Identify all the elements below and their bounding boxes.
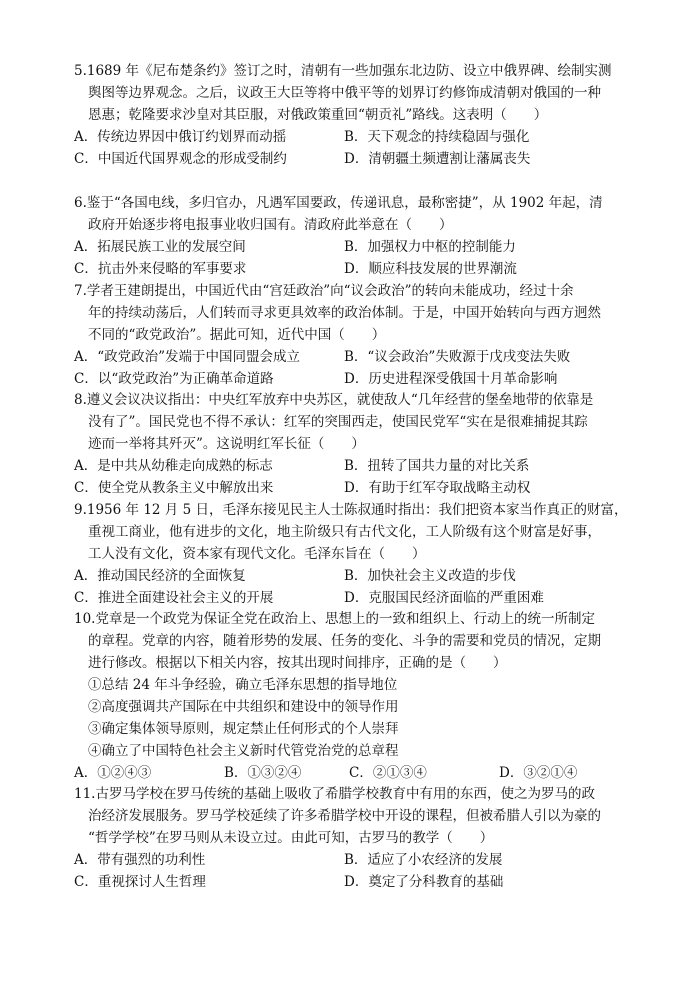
option-a[interactable]: A．传统边界因中俄订约划界而动摇 [74,129,287,145]
option-a[interactable]: A．“政党政治”发端于中国同盟会成立 [74,349,301,365]
question-7 [74,280,650,390]
stem-line: 5.1689 年《尼布楚条约》签订之时，清朝有一些加强东北边防、设立中俄界碑、绘制实测 [74,63,612,79]
question-10 [74,608,650,784]
stem-line: 6.鉴于“各国电线，多归官办，凡遇军国要政，传递讯息，最称密捷”，从 1902 年起，清 [74,195,603,211]
stem-line: 9.1956 年 12 月 5 日，毛泽东接见民主人士陈叔通时指出：我们把资本家当作真正的财富， [74,502,628,518]
stem-line: 11.古罗马学校在罗马传统的基础上吸收了希腊学校教育中有用的东西，使之为罗马的政 [74,786,595,802]
stem-line: 政府开始逐步将电报事业收归国有。清政府此举意在（ ） [88,217,453,233]
question-9 [74,499,650,609]
option-b[interactable]: B．天下观念的持续稳固与强化 [344,129,530,145]
option-d[interactable]: D．③②①④ [499,765,578,781]
question-stem [74,389,650,455]
options [74,126,650,170]
stem-line: “哲学学校”在罗马则从未设立过。由此可知，古罗马的教学（ ） [88,830,494,846]
option-a[interactable]: A．推动国民经济的全面恢复 [74,568,246,584]
option-d[interactable]: D．奠定了分科教育的基础 [344,874,504,890]
option-d[interactable]: D．有助于红军夺取战略主动权 [344,480,531,496]
option-b[interactable]: B．①③②④ [224,765,302,781]
option-c[interactable]: C．推进全面建设社会主义的开展 [74,590,274,606]
option-d[interactable]: D．克服国民经济面临的严重困难 [344,590,544,606]
options [74,565,650,609]
question-stem [74,783,650,849]
stem-line: 7.学者王建朗提出，中国近代由“宫廷政治”向“议会政治”的转向未能成功，经过十余 [74,283,574,299]
stem-line: 进行修改。根据以下相关内容，按其出现时间排序，正确的是（ ） [88,655,507,671]
option-b[interactable]: B．加快社会主义改造的步伐 [344,568,516,584]
stem-line: 重视工商业，他有进步的文化，地主阶级只有古代文化，工人阶级有这个财富是好事， [88,524,601,540]
stem-line: 没有了”。国民党也不得不承认：红军的突围西走，使国民党军“实在是很难捕捉其踪 [88,414,588,430]
option-b[interactable]: B．适应了小农经济的发展 [344,852,503,868]
option-a[interactable]: A．拓展民族工业的发展空间 [74,239,246,255]
option-c[interactable]: C．以“政党政治”为正确革命道路 [74,371,274,387]
question-11 [74,783,650,893]
stem-line: 舆图等边界观念。之后，议政王大臣等将中俄平等的划界订约修饰成清朝对俄国的一种 [88,85,601,101]
statement-item: ②高度强调共产国际在中共组织和建设中的领导作用 [88,699,399,715]
option-a[interactable]: A．带有强烈的功利性 [74,852,206,868]
stem-line: 工人没有文化，资本家有现代文化。毛泽东旨在（ ） [88,546,426,562]
option-a[interactable]: A．是中共从幼稚走向成熟的标志 [74,458,273,474]
question-8 [74,389,650,499]
stem-line: 年的持续动荡后，人们转而寻求更具效率的政治体制。于是，中国开始转向与西方迥然 [88,305,601,321]
option-c[interactable]: C．②①③④ [349,765,427,781]
stem-line: 10.党章是一个政党为保证全党在政治上、思想上的一致和组织上、行动上的统一所制定 [74,611,595,627]
option-d[interactable]: D．顺应科技发展的世界潮流 [344,261,517,277]
question-5 [74,60,650,170]
option-b[interactable]: B．“议会政治”失败源于戊戌变法失败 [344,349,571,365]
stem-line: 治经济发展服务。罗马学校延续了许多希腊学校中开设的课程，但被希腊人引以为豪的 [88,808,601,824]
option-c[interactable]: C．中国近代国界观念的形成受制约 [74,151,287,167]
option-a[interactable]: A．①②④③ [74,765,152,781]
stem-line: 8.遵义会议决议指出：中央红军放弃中央苏区，就使敌人“几年经营的堡垒地带的依靠是 [74,392,594,408]
options [74,849,650,893]
option-d[interactable]: D．历史进程深受俄国十月革命影响 [344,371,558,387]
options [74,762,650,784]
option-c[interactable]: C．抗击外来侵略的军事要求 [74,261,247,277]
option-d[interactable]: D．清朝疆土频遭割让藩属丧失 [344,151,531,167]
question-stem [74,608,650,674]
stem-line: 的章程。党章的内容，随着形势的发展、任务的变化、斗争的需要和党员的情况，定期 [88,633,601,649]
question-6 [74,192,650,280]
options [74,455,650,499]
stem-line: 恩惠；乾隆要求沙皇对其臣服，对俄政策重回“朝贡礼”路线。这表明（ ） [88,107,548,123]
options [74,236,650,280]
question-stem [74,280,650,346]
statement-item: ③确定集体领导原则，规定禁止任何形式的个人崇拜 [88,721,399,737]
stem-line: 不同的“政党政治”。据此可知，近代中国（ ） [88,327,386,343]
option-c[interactable]: C．使全党从教条主义中解放出来 [74,480,274,496]
option-b[interactable]: B．加强权力中枢的控制能力 [344,239,516,255]
question-stem [74,192,650,236]
option-b[interactable]: B．扭转了国共力量的对比关系 [344,458,530,474]
question-stem [74,60,650,126]
question-stem [74,499,650,565]
option-c[interactable]: C．重视探讨人生哲理 [74,874,206,890]
options [74,346,650,390]
stem-line: 迹而一举将其歼灭”。这说明红军长征（ ） [88,436,365,452]
statement-item: ④确立了中国特色社会主义新时代管党治党的总章程 [88,743,399,759]
statement-item: ①总结 24 年斗争经验，确立毛泽东思想的指导地位 [88,677,398,693]
